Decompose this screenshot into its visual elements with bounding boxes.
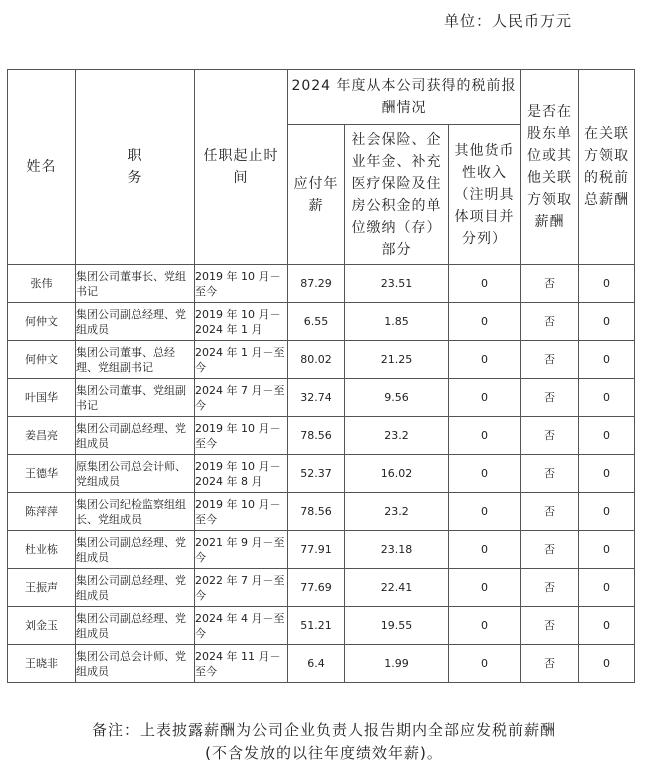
cell-related-amount: 0 — [579, 531, 635, 569]
table-row — [8, 417, 635, 455]
cell-related-flag: 否 — [521, 531, 579, 569]
footnote-line-2: (不含发放的以往年度绩效年薪)。 — [205, 744, 443, 762]
cell-salary: 51.21 — [288, 607, 345, 645]
cell-name: 王振声 — [8, 569, 76, 607]
cell-related-amount: 0 — [579, 303, 635, 341]
cell-related-flag: 否 — [521, 493, 579, 531]
cell-related-amount: 0 — [579, 265, 635, 303]
header-other-income: 其他货币性收入（注明具体项目并分列） — [449, 125, 521, 265]
cell-position: 集团公司副总经理、党组成员 — [76, 531, 195, 569]
header-name: 姓名 — [8, 70, 76, 265]
cell-term: 2019 年 10 月－至今 — [195, 265, 288, 303]
cell-social-insurance: 21.25 — [345, 341, 449, 379]
cell-related-amount: 0 — [579, 455, 635, 493]
cell-social-insurance: 19.55 — [345, 607, 449, 645]
cell-salary: 52.37 — [288, 455, 345, 493]
header-position: 职 务 — [76, 70, 195, 265]
cell-name: 王晓非 — [8, 645, 76, 683]
cell-position: 集团公司总会计师、党组成员 — [76, 645, 195, 683]
cell-related-flag: 否 — [521, 379, 579, 417]
cell-salary: 32.74 — [288, 379, 345, 417]
cell-position: 原集团公司总会计师、党组成员 — [76, 455, 195, 493]
unit-label: 单位：人民币万元 — [443, 12, 572, 30]
cell-position: 集团公司副总经理、党组成员 — [76, 607, 195, 645]
table-row — [8, 645, 635, 683]
cell-related-amount: 0 — [579, 569, 635, 607]
cell-salary: 6.55 — [288, 303, 345, 341]
cell-related-flag: 否 — [521, 455, 579, 493]
cell-social-insurance: 1.85 — [345, 303, 449, 341]
cell-social-insurance: 23.2 — [345, 417, 449, 455]
cell-name: 杜业栋 — [8, 531, 76, 569]
cell-related-flag: 否 — [521, 265, 579, 303]
cell-related-flag: 否 — [521, 303, 579, 341]
compensation-table — [7, 69, 635, 683]
cell-salary: 78.56 — [288, 417, 345, 455]
header-related-amount: 在关联方领取的税前总薪酬 — [579, 70, 635, 265]
cell-other-income: 0 — [449, 265, 521, 303]
header-social-insurance: 社会保险、企业年金、补充医疗保险及住房公积金的单位缴纳（存）部分 — [345, 125, 449, 265]
cell-related-amount: 0 — [579, 379, 635, 417]
cell-position: 集团公司董事长、党组书记 — [76, 265, 195, 303]
cell-related-amount: 0 — [579, 341, 635, 379]
cell-salary: 77.91 — [288, 531, 345, 569]
cell-name: 何仲文 — [8, 303, 76, 341]
cell-social-insurance: 22.41 — [345, 569, 449, 607]
header-related-flag: 是否在股东单位或其他关联方领取薪酬 — [521, 70, 579, 265]
cell-salary: 77.69 — [288, 569, 345, 607]
cell-term: 2019 年 10 月－2024 年 8 月 — [195, 455, 288, 493]
cell-name: 刘金玉 — [8, 607, 76, 645]
header-salary: 应付年薪 — [288, 125, 345, 265]
cell-other-income: 0 — [449, 379, 521, 417]
footnote-line-1: 备注：上表披露薪酬为公司企业负责人报告期内全部应发税前薪酬 — [91, 721, 556, 739]
cell-name: 叶国华 — [8, 379, 76, 417]
cell-related-amount: 0 — [579, 417, 635, 455]
cell-position: 集团公司董事、党组副书记 — [76, 379, 195, 417]
cell-position: 集团公司副总经理、党组成员 — [76, 303, 195, 341]
cell-other-income: 0 — [449, 531, 521, 569]
cell-name: 陈萍萍 — [8, 493, 76, 531]
cell-salary: 78.56 — [288, 493, 345, 531]
table-header — [8, 70, 635, 265]
cell-other-income: 0 — [449, 493, 521, 531]
table-row — [8, 341, 635, 379]
cell-term: 2021 年 9 月－至今 — [195, 531, 288, 569]
cell-term: 2019 年 10 月－至今 — [195, 493, 288, 531]
cell-other-income: 0 — [449, 645, 521, 683]
table-row — [8, 303, 635, 341]
cell-social-insurance: 23.2 — [345, 493, 449, 531]
cell-term: 2024 年 11 月－至今 — [195, 645, 288, 683]
table-row — [8, 379, 635, 417]
cell-name: 王德华 — [8, 455, 76, 493]
cell-salary: 87.29 — [288, 265, 345, 303]
cell-social-insurance: 23.51 — [345, 265, 449, 303]
cell-social-insurance: 23.18 — [345, 531, 449, 569]
cell-related-amount: 0 — [579, 493, 635, 531]
table-row — [8, 569, 635, 607]
header-pretax-group: 2024 年度从本公司获得的税前报酬情况 — [288, 70, 521, 125]
cell-position: 集团公司副总经理、党组成员 — [76, 569, 195, 607]
cell-related-flag: 否 — [521, 417, 579, 455]
cell-salary: 80.02 — [288, 341, 345, 379]
table-row — [8, 455, 635, 493]
cell-term: 2022 年 7 月－至今 — [195, 569, 288, 607]
cell-other-income: 0 — [449, 569, 521, 607]
cell-related-flag: 否 — [521, 569, 579, 607]
cell-social-insurance: 1.99 — [345, 645, 449, 683]
cell-social-insurance: 16.02 — [345, 455, 449, 493]
table-row — [8, 531, 635, 569]
cell-related-amount: 0 — [579, 607, 635, 645]
cell-social-insurance: 9.56 — [345, 379, 449, 417]
cell-salary: 6.4 — [288, 645, 345, 683]
cell-term: 2024 年 1 月－至今 — [195, 341, 288, 379]
table-row — [8, 607, 635, 645]
table-row — [8, 265, 635, 303]
cell-related-flag: 否 — [521, 645, 579, 683]
cell-related-flag: 否 — [521, 341, 579, 379]
cell-position: 集团公司董事、总经理、党组副书记 — [76, 341, 195, 379]
table-row — [8, 493, 635, 531]
cell-name: 张伟 — [8, 265, 76, 303]
cell-term: 2024 年 4 月－至今 — [195, 607, 288, 645]
cell-other-income: 0 — [449, 455, 521, 493]
cell-name: 姜昌亮 — [8, 417, 76, 455]
cell-position: 集团公司纪检监察组组长、党组成员 — [76, 493, 195, 531]
cell-other-income: 0 — [449, 607, 521, 645]
cell-related-amount: 0 — [579, 645, 635, 683]
cell-term: 2019 年 10 月－至今 — [195, 417, 288, 455]
cell-term: 2024 年 7 月－至今 — [195, 379, 288, 417]
cell-name: 何仲文 — [8, 341, 76, 379]
cell-related-flag: 否 — [521, 607, 579, 645]
cell-term: 2019 年 10 月－2024 年 1 月 — [195, 303, 288, 341]
cell-other-income: 0 — [449, 341, 521, 379]
cell-position: 集团公司副总经理、党组成员 — [76, 417, 195, 455]
header-term: 任职起止时 间 — [195, 70, 288, 265]
cell-other-income: 0 — [449, 417, 521, 455]
table-body — [8, 265, 635, 683]
cell-other-income: 0 — [449, 303, 521, 341]
